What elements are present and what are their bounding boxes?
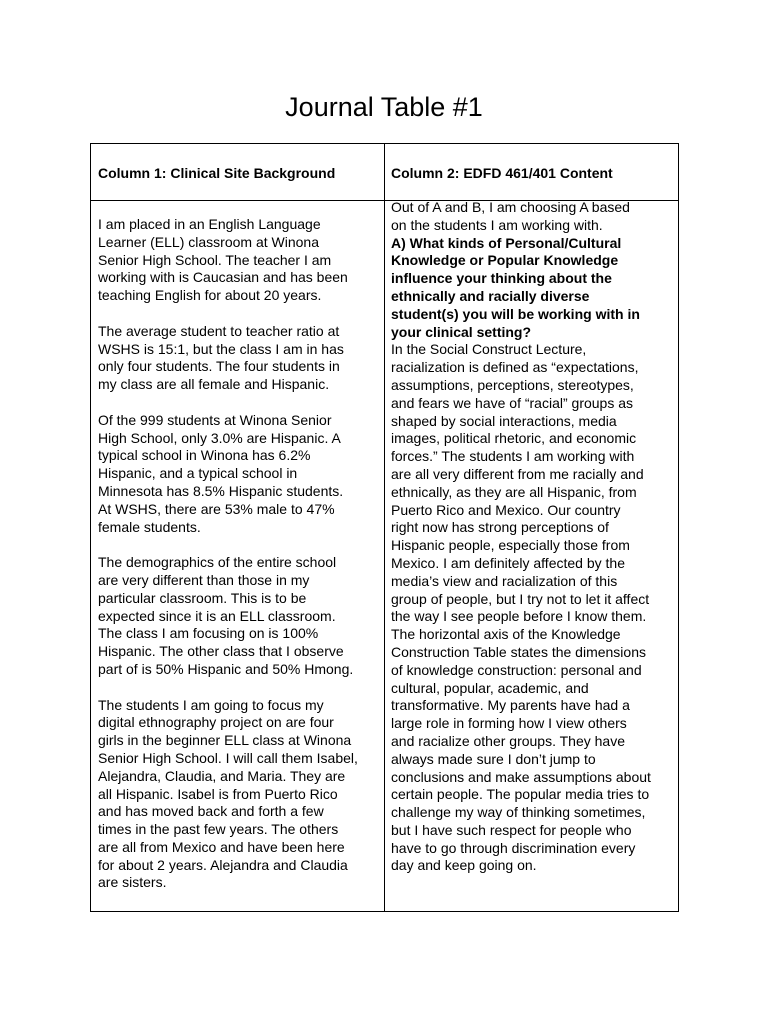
column-2-intro: Out of A and B, I am choosing A based on the students I am working with.	[391, 199, 630, 233]
column-1-header: Column 1: Clinical Site Background	[98, 165, 336, 181]
column-1-paragraph: The demographics of the entire school are very different than those in my particular classroom. This is to be expected since it is an ELL classroom. The class I am focusing on is 100% Hispanic. The other class that I observe part of is 50% Hispanic and 50% Hmong.	[98, 554, 354, 677]
page-title: Journal Table #1	[285, 92, 483, 122]
column-2-question: A) What kinds of Personal/Cultural Knowledge or Popular Knowledge influence your thinking about the ethnically and racially diverse student(s) you will be working with in your clinical setting?	[391, 234, 640, 340]
column-2-body: In the Social Construct Lecture, racialization is defined as “expectations, assumptions, perceptions, stereotypes, and fears we have of “racial” groups as shaped by social interactions, media images, political rhetoric, and economic forces.” The students I am working with are all very different from me racially and ethnically, as they are all Hispanic, from Puerto Rico and Mexico. Our country right now has strong perceptions of Hispanic people, especially those from Mexico. I am definitely affected by the media’s view and racialization of this group of people, but I try not to let it affect the way I see people before I know them. The horizontal axis of the Knowledge Construction Table states the dimensions of knowledge construction: personal and cultural, popular, academic, and transformative. My parents have had a large role in forming how I view others and racialize other groups. They have always made sure I don’t jump to conclusions and make assumptions about certain people. The popular media tries to challenge my way of thinking sometimes, but I have such respect for people who have to go through discrimination every day and keep going on.	[391, 341, 651, 874]
column-1-paragraph: The students I am going to focus my digital ethnography project on are four girls in the beginner ELL class at Winona Senior High School. I will call them Isabel, Alejandra, Claudia, and Maria. They are all Hispanic. Isabel is from Puerto Rico and has moved back and forth a few times in the past few years. The others are all from Mexico and have been here for about 2 years. Alejandra and Claudia are sisters.	[98, 696, 358, 891]
column-1-paragraph: Of the 999 students at Winona Senior High School, only 3.0% are Hispanic. A typical school in Winona has 6.2% Hispanic, and a typical school in Minnesota has 8.5% Hispanic students. At WSHS, there are 53% male to 47% female students.	[98, 411, 344, 535]
column-1-content	[98, 216, 380, 892]
column-1-paragraph: The average student to teacher ratio at WSHS is 15:1, but the class I am in has only four students. The four students in my class are all female and Hispanic.	[98, 322, 344, 393]
column-1-paragraph: I am placed in an English Language Learner (ELL) classroom at Winona Senior High School. The teacher I am working with is Caucasian and has been teaching English for about 20 years.	[98, 216, 348, 304]
journal-table	[90, 143, 679, 912]
column-2-header: Column 2: EDFD 461/401 Content	[391, 165, 613, 181]
column-divider	[384, 144, 385, 911]
column-2-content	[391, 199, 676, 875]
